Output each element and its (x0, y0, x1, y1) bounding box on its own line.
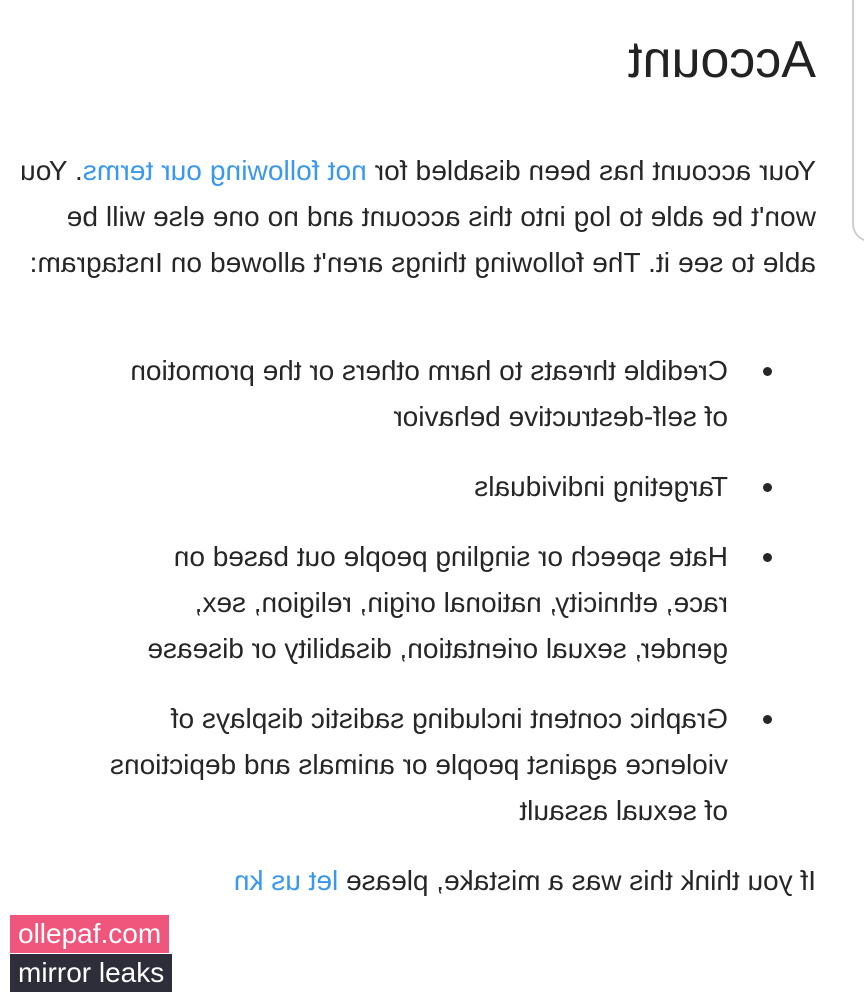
page-title: Account (628, 31, 816, 89)
list-item (108, 464, 728, 510)
watermark-tagline: mirror leaks (10, 954, 172, 992)
watermark-site: ollepaf.com (10, 915, 169, 953)
rules-list (16, 348, 816, 834)
footer-text: If you think this was a mistake, please (338, 865, 816, 896)
list-item (108, 534, 728, 672)
disabled-message (16, 148, 816, 286)
account-disabled-card (16, 28, 816, 904)
list-item (108, 696, 728, 834)
rule-text: Hate speech or singling people out based on race, ethnicity, national origin, religion, sex, gender, sexual orientation, disability or disease (147, 541, 728, 664)
bullet-icon (763, 715, 772, 724)
message-text-start: Your account has been disabled for (366, 155, 816, 186)
bullet-icon (763, 367, 772, 376)
rule-text: Targeting individuals (474, 471, 728, 502)
message-text-end: . You won't be able to log into this account and no one else will be able to see it. The following things aren't allowed on Instagram: (19, 155, 816, 278)
rule-text: Graphic content including sadistic displays of violence against people or animals and depictions of sexual assault (110, 703, 728, 826)
bullet-icon (763, 553, 772, 562)
bullet-icon (763, 483, 772, 492)
mistake-footer (16, 858, 816, 904)
let-us-know-link[interactable]: let us kn (233, 865, 339, 896)
rule-text: Credible threats to harm others or the promotion of self-destructive behavior (130, 355, 728, 432)
phone-edge (852, 0, 864, 242)
terms-link[interactable]: not following our terms (82, 155, 367, 186)
list-item (108, 348, 728, 440)
